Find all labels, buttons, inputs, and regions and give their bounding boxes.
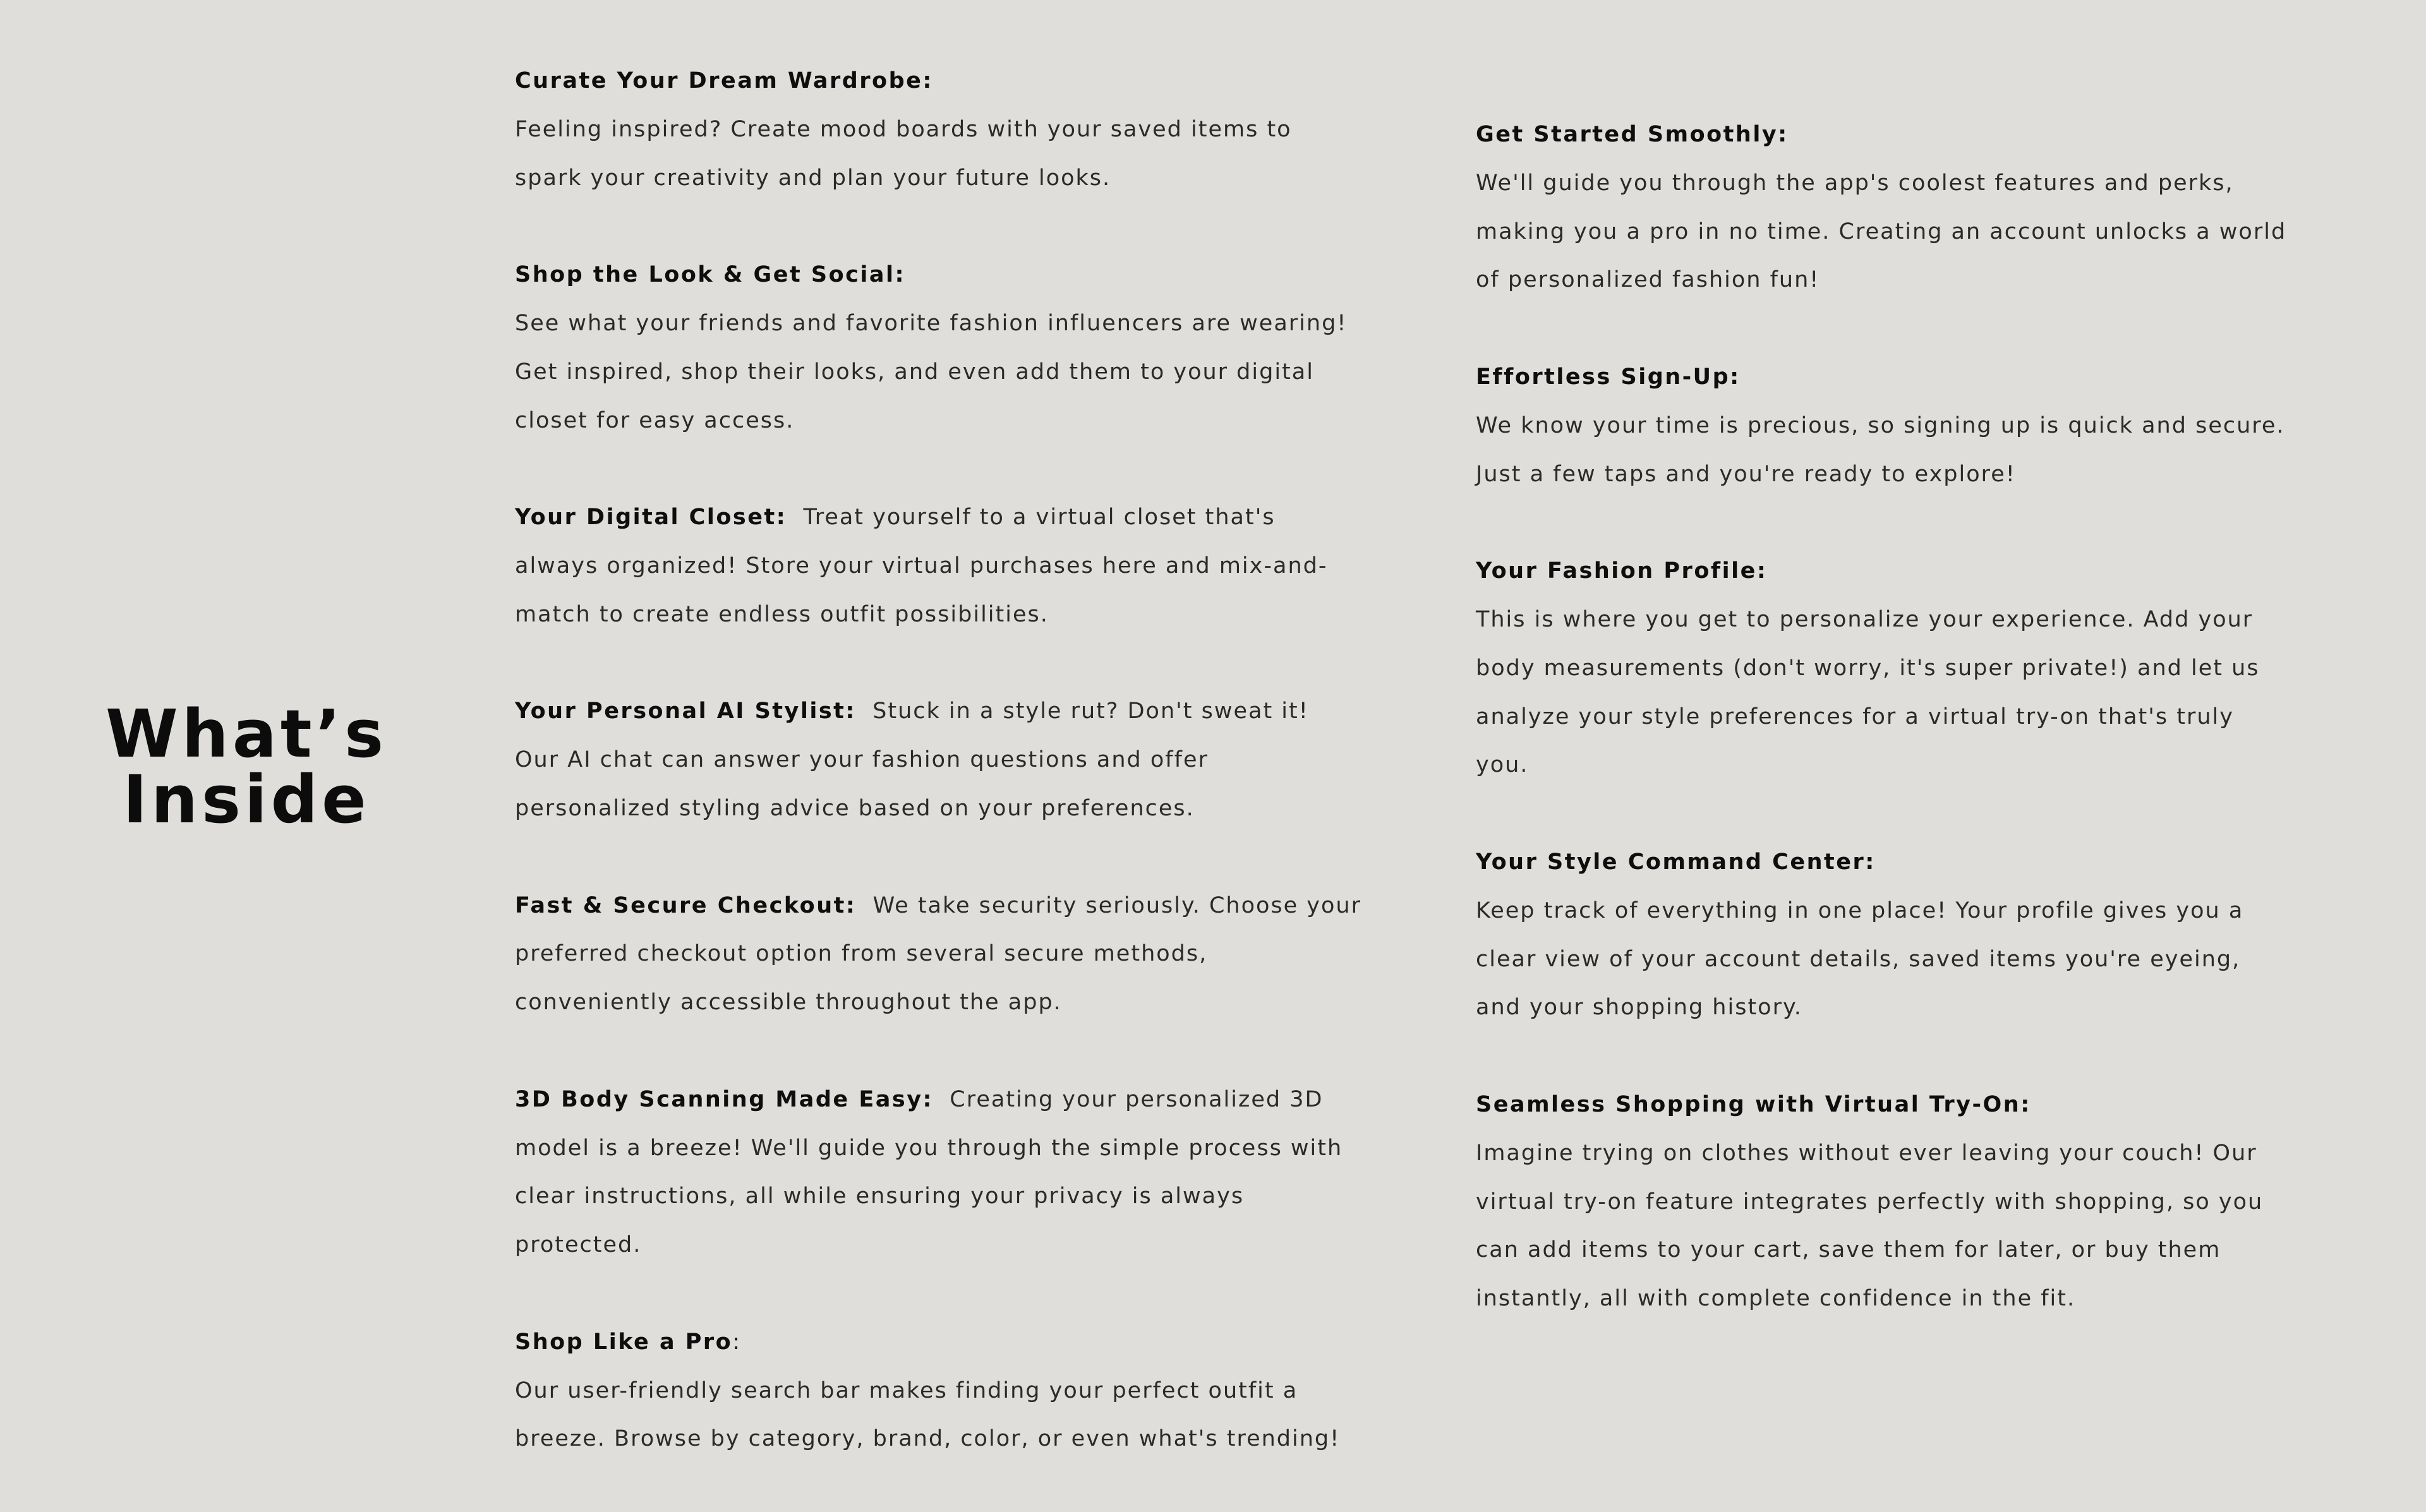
feature-get-started: [1476, 111, 2291, 304]
feature-description: This is where you get to personalize your experience. Add your body measurements (don't worry, it's super private!) and let us analyze your style preferences for a virtual try-on that's truly you.: [1476, 606, 2260, 778]
right-feature-column: [1476, 111, 2291, 1372]
feature-description: Imagine trying on clothes without ever leaving your couch! Our virtual try-on feature integrates perfectly with shopping, so you can add items to your cart, save them for later, or buy them instantly, all with complete confidence in the fit.: [1476, 1140, 2264, 1312]
feature-description: See what your friends and favorite fashion influencers are wearing! Get inspired, shop their looks, and even add them to your digital closet for easy access.: [515, 310, 1348, 433]
feature-title: Shop the Look & Get Social:: [515, 262, 906, 288]
feature-description: Our user-friendly search bar makes finding your perfect outfit a breeze. Browse by category, brand, color, or even what's trending!: [515, 1377, 1341, 1452]
feature-description: Treat yourself to a virtual closet that's always organized! Store your virtual purchases here and mix-and-match to create endless outfit possibilities.: [515, 505, 1328, 627]
feature-fashion-profile: [1476, 547, 2291, 789]
feature-command-center: [1476, 838, 2291, 1032]
feature-title: Shop Like a Pro:: [515, 1329, 742, 1355]
feature-title: Your Style Command Center:: [1476, 849, 1876, 875]
feature-title: Effortless Sign-Up:: [1476, 364, 1741, 390]
feature-description: Stuck in a style rut? Don't sweat it! Our AI chat can answer your fashion questions and offer personalized styling advice based on your preferences.: [515, 699, 1309, 821]
feature-digital-closet: [515, 493, 1361, 639]
feature-curate-wardrobe: [515, 57, 1361, 202]
feature-description: Creating your personalized 3D model is a breeze! We'll guide you through the simple process with clear instructions, all while ensuring your privacy is always protected.: [515, 1086, 1343, 1258]
feature-title: Your Personal AI Stylist:: [515, 699, 856, 724]
feature-title: Your Digital Closet:: [515, 505, 787, 531]
feature-virtual-try-on: [1476, 1081, 2291, 1323]
feature-title: Get Started Smoothly:: [1476, 122, 1789, 147]
page-title-line-1: What’s: [105, 695, 388, 772]
left-feature-column: [515, 57, 1361, 1512]
feature-title: Curate Your Dream Wardrobe:: [515, 68, 933, 93]
page-title-line-2: Inside: [123, 760, 370, 838]
feature-description: We know your time is precious, so signing up is quick and secure. Just a few taps and you're ready to explore!: [1476, 412, 2285, 487]
feature-description: Feeling inspired? Create mood boards with your saved items to spark your creativity and plan your future looks.: [515, 116, 1292, 191]
feature-title: 3D Body Scanning Made Easy:: [515, 1086, 934, 1112]
feature-shop-like-pro: [515, 1318, 1361, 1463]
feature-title: Seamless Shopping with Virtual Try-On:: [1476, 1091, 2031, 1117]
feature-description: We take security seriously. Choose your preferred checkout option from several secure methods, conveniently accessible throughout the app.: [515, 892, 1361, 1016]
feature-title: Fast & Secure Checkout:: [515, 892, 857, 918]
feature-description: Keep track of everything in one place! Your profile gives you a clear view of your account details, saved items you're eyeing, and your shopping history.: [1476, 897, 2244, 1021]
feature-sign-up: [1476, 353, 2291, 498]
feature-ai-stylist: [515, 687, 1361, 832]
feature-secure-checkout: [515, 882, 1361, 1027]
page-title: [57, 695, 436, 838]
feature-shop-the-look: [515, 251, 1361, 445]
feature-description: We'll guide you through the app's coolest features and perks, making you a pro in no time. Creating an account unlocks a world of personalized fashion fun!: [1476, 170, 2287, 293]
feature-body-scanning: [515, 1076, 1361, 1269]
feature-title: Your Fashion Profile:: [1476, 558, 1768, 584]
